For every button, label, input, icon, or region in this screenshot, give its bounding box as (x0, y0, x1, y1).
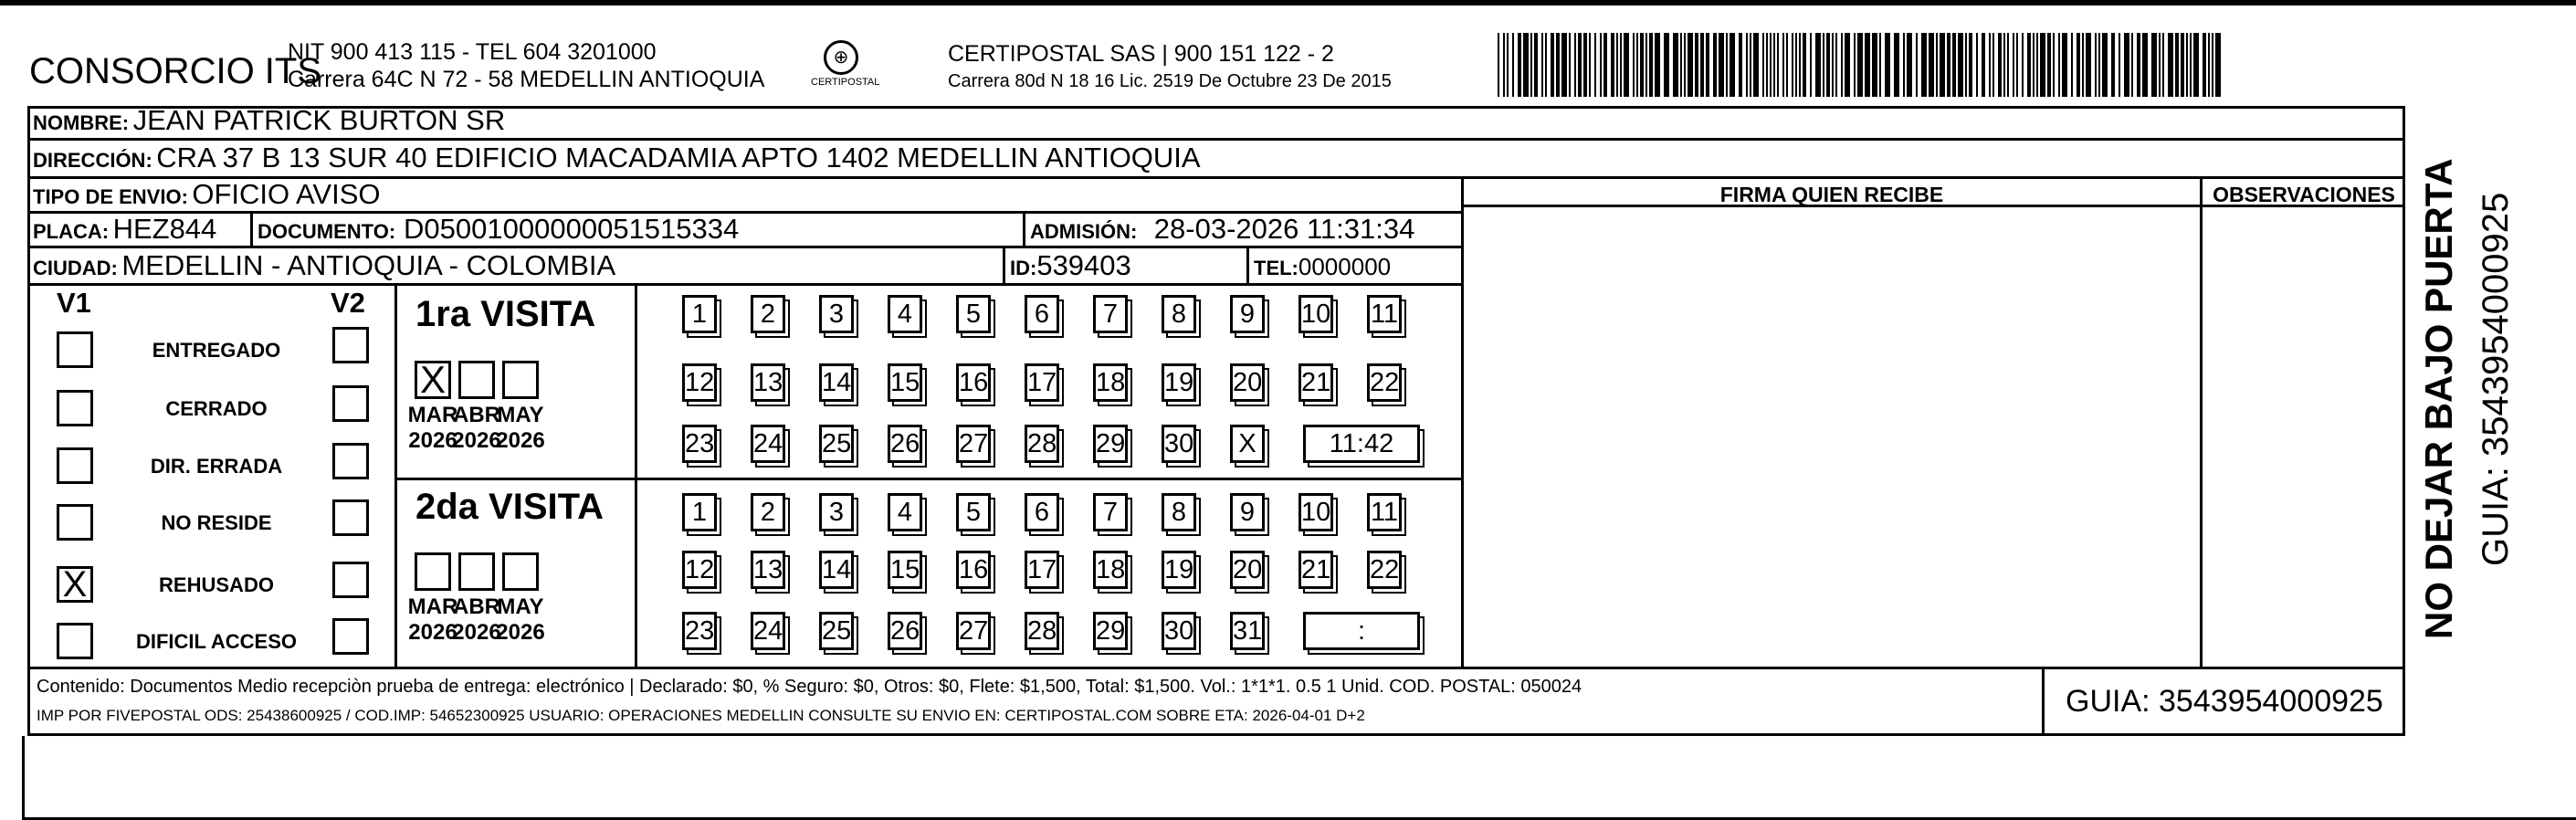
visit2-day-box[interactable]: 22 (1367, 551, 1402, 589)
barcode-bar (1746, 33, 1748, 97)
barcode-bar (2082, 33, 2084, 97)
reason-v2-checkbox[interactable] (332, 618, 369, 655)
barcode-bar (1750, 33, 1751, 97)
barcode-bar (2175, 33, 2179, 97)
visit2-day-box[interactable]: 17 (1025, 551, 1059, 589)
visit2-day-box[interactable]: 4 (888, 493, 922, 531)
barcode-bar (2040, 33, 2045, 97)
col-divider (250, 211, 253, 246)
visit2-day-box[interactable]: 7 (1093, 493, 1128, 531)
barcode-bar (1753, 33, 1759, 97)
barcode-bar (1815, 33, 1821, 97)
month-name: MAR (407, 403, 458, 427)
barcode-bar (1992, 33, 1994, 97)
barcode-bar (1835, 33, 1837, 97)
barcode-bar (1865, 33, 1870, 97)
barcode-bar (1530, 33, 1532, 97)
address-line: Carrera 64C N 72 - 58 MEDELLIN ANTIOQUIA (288, 67, 765, 92)
barcode-bar (1826, 33, 1830, 97)
visit1-day-box[interactable]: 8 (1162, 295, 1196, 333)
visit1-day-box[interactable]: 13 (751, 363, 785, 402)
barcode-bar (2013, 33, 2014, 97)
barcode-bar (2162, 33, 2164, 97)
barcode-bar (1989, 33, 1991, 97)
top-border (0, 0, 2576, 5)
barcode-bar (1872, 33, 1877, 97)
barcode-bar (1611, 33, 1614, 97)
barcode-bar (1936, 33, 1938, 97)
barcode-bar (1719, 33, 1724, 97)
reason-v2-checkbox[interactable] (332, 499, 369, 536)
placa-value: HEZ844 (112, 213, 217, 245)
visit1-day-box[interactable]: 15 (888, 363, 922, 402)
visit1-day-box[interactable]: 28 (1025, 425, 1059, 463)
barcode-bar (1512, 33, 1514, 97)
visit2-day-box[interactable]: 30 (1162, 612, 1196, 650)
barcode-bar (2186, 33, 2188, 97)
visit2-day-box[interactable]: : (1303, 612, 1420, 650)
reason-v2-checkbox[interactable] (332, 562, 369, 598)
side-warning: NO DEJAR BAJO PUERTA (2417, 158, 2460, 639)
visit1-day-box[interactable]: 12 (682, 363, 717, 402)
barcode-bar (1655, 33, 1660, 97)
barcode-bar (1940, 33, 1945, 97)
visit1-day-box[interactable]: 1 (682, 295, 717, 333)
barcode-bar (1706, 33, 1709, 97)
visit1-day-box[interactable]: 3 (819, 295, 854, 333)
visit2-day-box[interactable]: 5 (956, 493, 991, 531)
barcode-bar (1832, 33, 1834, 97)
observaciones-header: OBSERVACIONES (2213, 183, 2395, 206)
visit2-day-box[interactable]: 16 (956, 551, 991, 589)
company-info (288, 38, 764, 93)
month-name: ABR (453, 594, 500, 619)
col-divider (394, 283, 397, 667)
barcode-bar (1969, 33, 1972, 97)
visit1-day-box[interactable]: 24 (751, 425, 785, 463)
row-divider (27, 176, 2405, 179)
barcode-bar (1782, 33, 1784, 97)
barcode-bar (1947, 33, 1950, 97)
row-divider (27, 283, 1464, 286)
barcode-bar (1649, 33, 1653, 97)
barcode-bar (1929, 33, 1934, 97)
certipostal-logo-icon: ⊕ (824, 40, 858, 75)
col-divider (2042, 667, 2045, 736)
visit2-day-box[interactable]: 12 (682, 551, 717, 589)
barcode-bar (1795, 33, 1797, 97)
visit2-day-box[interactable]: 18 (1093, 551, 1128, 589)
v2-label: V2 (331, 287, 365, 319)
nombre-field (33, 104, 505, 137)
placa-label: PLACA: (33, 220, 110, 243)
visit2-day-box[interactable]: 26 (888, 612, 922, 650)
visit1-day-box[interactable]: 16 (956, 363, 991, 402)
barcode-bar (1916, 33, 1918, 97)
visit2-day-box[interactable]: 6 (1025, 493, 1059, 531)
certipostal-info (948, 40, 1392, 95)
nit-line: NIT 900 413 115 - TEL 604 3201000 (288, 39, 657, 65)
barcode-bar (2062, 33, 2067, 97)
company-name: CONSORCIO ITS (29, 51, 322, 91)
signature-area[interactable] (1467, 208, 2197, 663)
barcode-bar (1589, 33, 1591, 97)
barcode-bar (1620, 33, 1622, 97)
barcode-bar (2111, 33, 2115, 97)
barcode-bar (1518, 33, 1521, 97)
visit1-day-box[interactable]: 22 (1367, 363, 1402, 402)
barcode-bar (1894, 33, 1899, 97)
visit2-day-box[interactable]: 10 (1299, 493, 1333, 531)
documento-value: D05001000000051515334 (404, 213, 740, 245)
tel-value: 0000000 (1298, 253, 1392, 280)
footer-content: Contenido: Documentos Medio recepciòn prueba de entrega: electrónico | Declarado: $0, % Seguro: $0, Otros: $0, Flete: $1,500, Total: $1,500. Vol.: 1*1*1. 0.5 1 Unid. COD. POSTAL: 050024 (37, 677, 1582, 697)
nombre-value: JEAN PATRICK BURTON SR (132, 104, 506, 136)
side-guia: GUIA: 3543954000925 (2476, 192, 2516, 566)
barcode-bar (1770, 33, 1772, 97)
admision-label: ADMISIÓN: (1030, 220, 1138, 243)
barcode-bar (1688, 33, 1693, 97)
barcode-bar (2208, 33, 2210, 97)
id-field (1010, 249, 1131, 282)
barcode-bar (1645, 33, 1647, 97)
month-year: 2026 (452, 428, 501, 453)
barcode-bar (2033, 33, 2035, 97)
barcode-bar (2215, 33, 2221, 97)
visit1-day-box[interactable]: 26 (888, 425, 922, 463)
visit1-day-box[interactable]: 5 (956, 295, 991, 333)
barcode-bar (1952, 33, 1956, 97)
reason-v2-checkbox[interactable] (332, 443, 369, 479)
barcode-bar (1792, 33, 1793, 97)
tipo-envio-label: TIPO DE ENVIO: (33, 185, 188, 208)
col-divider (2200, 176, 2203, 667)
month-year: 2026 (496, 428, 545, 453)
barcode-bar (1730, 33, 1735, 97)
barcode-bar (1507, 33, 1509, 97)
visit1-day-box[interactable]: 19 (1162, 363, 1196, 402)
documento-label: DOCUMENTO: (258, 220, 396, 243)
barcode-bar (1739, 33, 1742, 97)
visit2-day-box[interactable]: 2 (751, 493, 785, 531)
month-year: 2026 (408, 428, 457, 453)
month-year: 2026 (408, 620, 457, 645)
barcode-bar (2181, 33, 2184, 97)
barcode-bar (1803, 33, 1806, 97)
visit1-month-checkbox[interactable] (502, 361, 539, 399)
barcode-bar (1616, 33, 1618, 97)
logo-caption: CERTIPOSTAL (811, 77, 880, 88)
barcode-bar (2095, 33, 2097, 97)
visit2-day-box[interactable]: 27 (956, 612, 991, 650)
barcode-bar (1594, 33, 1596, 97)
visit2-day-box[interactable]: 11 (1367, 493, 1402, 531)
guia-number: GUIA: 3543954000925 (2066, 684, 2383, 719)
barcode-bar (1762, 33, 1764, 97)
month-name: MAR (407, 594, 458, 619)
barcode-bar (2007, 33, 2009, 97)
barcode-bar (1879, 33, 1881, 97)
visit1-title: 1ra VISITA (415, 294, 596, 334)
barcode-bar (2137, 33, 2140, 97)
barcode-bar (2016, 33, 2018, 97)
barcode-bar (1810, 33, 1812, 97)
id-label: ID: (1010, 257, 1037, 279)
certi-line1: CERTIPOSTAL SAS | 900 151 122 - 2 (948, 41, 1334, 67)
ciudad-field (33, 249, 615, 282)
visit2-month-checkbox[interactable] (415, 552, 451, 591)
visit2-day-box[interactable]: 29 (1093, 612, 1128, 650)
barcode-bar (1503, 33, 1505, 97)
visit2-day-box[interactable]: 21 (1299, 551, 1333, 589)
barcode-bar (1664, 33, 1669, 97)
barcode-bar (1841, 33, 1843, 97)
barcode-bar (1885, 33, 1890, 97)
reason-label: ENTREGADO (152, 339, 281, 362)
visit2-month-label (493, 594, 548, 646)
barcode-bar (1633, 33, 1635, 97)
barcode-bar (1766, 33, 1768, 97)
barcode-bar (1726, 33, 1728, 97)
visit1-day-box[interactable]: 6 (1025, 295, 1059, 333)
visit1-day-box[interactable]: 20 (1230, 363, 1265, 402)
barcode-bar (2036, 33, 2038, 97)
barcode-bar (2098, 33, 2100, 97)
barcode-bar (1976, 33, 1978, 97)
barcode-bar (1713, 33, 1717, 97)
barcode-bar (2168, 33, 2173, 97)
barcode-bar (1523, 33, 1529, 97)
visit2-day-box[interactable]: 13 (751, 551, 785, 589)
month-name: MAY (497, 594, 544, 619)
barcode-bar (1574, 33, 1576, 97)
reason-v1-checkbox[interactable]: X (57, 566, 93, 603)
barcode-bar (2003, 33, 2005, 97)
visit1-day-box[interactable]: 30 (1162, 425, 1196, 463)
barcode-bar (2151, 33, 2157, 97)
barcode-bar (1534, 33, 1538, 97)
barcode-bar (2102, 33, 2108, 97)
visit1-month-label (493, 403, 548, 454)
visit2-day-box[interactable]: 31 (1230, 612, 1265, 650)
visit1-day-box[interactable]: 21 (1299, 363, 1333, 402)
reason-label: REHUSADO (159, 573, 274, 596)
col-divider (1023, 211, 1025, 246)
visit2-month-checkbox[interactable] (458, 552, 495, 591)
visit1-day-box[interactable]: 7 (1093, 295, 1128, 333)
barcode-bar (2124, 33, 2129, 97)
visit1-day-box[interactable]: 14 (819, 363, 854, 402)
barcode-bar (2159, 33, 2161, 97)
reason-v1-checkbox[interactable] (57, 390, 93, 426)
visit2-day-box[interactable]: 23 (682, 612, 717, 650)
barcode-bar (2086, 33, 2091, 97)
barcode-bar (1958, 33, 1963, 97)
barcode-bar (1700, 33, 1704, 97)
barcode-bar (1777, 33, 1779, 97)
col-divider (1246, 246, 1249, 283)
visit1-day-box[interactable]: 2 (751, 295, 785, 333)
visit1-day-box[interactable]: 17 (1025, 363, 1059, 402)
barcode-bar (1578, 33, 1582, 97)
barcode-bar (1854, 33, 1856, 97)
barcode-bar (2053, 33, 2055, 97)
tipo-envio-value: OFICIO AVISO (192, 178, 381, 210)
reason-v1-checkbox[interactable] (57, 331, 93, 368)
visit1-day-box[interactable]: 9 (1230, 295, 1265, 333)
visit1-day-box[interactable]: 11 (1367, 295, 1402, 333)
visit1-day-box[interactable]: 23 (682, 425, 717, 463)
ciudad-value: MEDELLIN - ANTIOQUIA - COLOMBIA (121, 249, 616, 281)
bottom-left-border (22, 736, 25, 820)
barcode-bar (2212, 33, 2213, 97)
col-divider (1003, 246, 1005, 283)
reason-v2-checkbox[interactable] (332, 327, 369, 363)
barcode-bar (1823, 33, 1824, 97)
admision-value: 28-03-2026 11:31:34 (1153, 213, 1415, 245)
visit2-day-box[interactable]: 25 (819, 612, 854, 650)
barcode-bar (1673, 33, 1678, 97)
direccion-value: CRA 37 B 13 SUR 40 EDIFICIO MACADAMIA APTO 1402 MEDELLIN ANTIOQUIA (156, 142, 1201, 173)
ciudad-label: CIUDAD: (33, 257, 118, 279)
barcode (1498, 33, 2228, 97)
visit1-day-box[interactable]: 18 (1093, 363, 1128, 402)
visit2-day-box[interactable]: 9 (1230, 493, 1265, 531)
barcode-bar (2071, 33, 2073, 97)
col-divider (635, 283, 637, 667)
visit2-day-box[interactable]: 24 (751, 612, 785, 650)
visit2-day-box[interactable]: 1 (682, 493, 717, 531)
nombre-label: NOMBRE: (33, 111, 130, 134)
observaciones-area[interactable] (2205, 208, 2403, 663)
visit1-day-box[interactable]: 4 (888, 295, 922, 333)
barcode-bar (1907, 33, 1912, 97)
barcode-bar (1857, 33, 1863, 97)
visit2-day-box[interactable]: 3 (819, 493, 854, 531)
reason-label: NO RESIDE (161, 511, 272, 534)
row-divider (27, 667, 2405, 669)
reason-label: DIR. ERRADA (150, 455, 283, 478)
barcode-bar (2119, 33, 2120, 97)
barcode-bar (1921, 33, 1927, 97)
barcode-bar (1982, 33, 1985, 97)
barcode-bar (2077, 33, 2080, 97)
reason-label: DIFICIL ACCESO (135, 630, 297, 653)
visit2-day-box[interactable]: 8 (1162, 493, 1196, 531)
barcode-bar (1773, 33, 1775, 97)
barcode-bar (1965, 33, 1967, 97)
direccion-field (33, 142, 1201, 174)
certi-line2: Carrera 80d N 18 16 Lic. 2519 De Octubre 23 De 2015 (948, 71, 1392, 91)
barcode-bar (1600, 33, 1602, 97)
barcode-bar (1556, 33, 1560, 97)
visit1-day-box[interactable]: 25 (819, 425, 854, 463)
v1-label: V1 (57, 287, 91, 319)
barcode-bar (1541, 33, 1543, 97)
barcode-bar (2190, 33, 2192, 97)
month-year: 2026 (452, 620, 501, 645)
barcode-bar (1624, 33, 1629, 97)
barcode-bar (1498, 33, 1499, 97)
barcode-bar (1640, 33, 1644, 97)
barcode-bar (1636, 33, 1638, 97)
visit1-day-box[interactable]: 27 (956, 425, 991, 463)
month-name: MAY (497, 403, 544, 427)
reason-label: CERRADO (165, 397, 268, 420)
reason-v1-checkbox[interactable] (57, 623, 93, 659)
admision-field (1030, 213, 1414, 246)
row-divider (27, 138, 2405, 141)
tel-field (1254, 253, 1391, 281)
direccion-label: DIRECCIÓN: (33, 149, 152, 172)
visit2-day-box[interactable]: 28 (1025, 612, 1059, 650)
barcode-bar (2193, 33, 2199, 97)
barcode-bar (1799, 33, 1801, 97)
barcode-bar (1569, 33, 1571, 97)
reason-v2-checkbox[interactable] (332, 385, 369, 422)
barcode-bar (2058, 33, 2060, 97)
tel-label: TEL: (1254, 257, 1299, 279)
month-name: ABR (453, 403, 500, 427)
barcode-bar (1684, 33, 1686, 97)
barcode-bar (1561, 33, 1567, 97)
visit1-day-box[interactable]: 11:42 (1303, 425, 1420, 463)
visit2-day-box[interactable]: 15 (888, 551, 922, 589)
visit1-day-box[interactable]: 10 (1299, 295, 1333, 333)
reason-v1-checkbox[interactable] (57, 447, 93, 484)
placa-field (33, 213, 216, 246)
visit2-day-box[interactable]: 20 (1230, 551, 1265, 589)
barcode-bar (2022, 33, 2024, 97)
visit1-day-box[interactable]: 29 (1093, 425, 1128, 463)
barcode-bar (1545, 33, 1547, 97)
barcode-bar (1603, 33, 1607, 97)
footer-imp: IMP POR FIVEPOSTAL ODS: 25438600925 / COD.IMP: 54652300925 USUARIO: OPERACIONES MEDELLIN CONSULTE SU ENVIO EN: CERTIPOSTAL.COM SOBRE ETA: 2026-04-01 D+2 (37, 707, 1365, 724)
visit2-day-box[interactable]: 19 (1162, 551, 1196, 589)
reason-v1-checkbox[interactable] (57, 504, 93, 541)
barcode-bar (1845, 33, 1850, 97)
documento-field (258, 213, 739, 246)
visit1-month-checkbox[interactable]: X (415, 361, 451, 399)
barcode-bar (1583, 33, 1587, 97)
barcode-bar (2142, 33, 2148, 97)
barcode-bar (1903, 33, 1905, 97)
barcode-bar (1551, 33, 1554, 97)
col-divider (1461, 176, 1464, 667)
tipo-envio-field (33, 178, 381, 211)
visit2-month-checkbox[interactable] (502, 552, 539, 591)
id-value: 539403 (1036, 249, 1131, 281)
barcode-bar (2203, 33, 2206, 97)
firma-header: FIRMA QUIEN RECIBE (1719, 183, 1944, 206)
barcode-bar (2027, 33, 2031, 97)
visit-divider (394, 478, 1461, 480)
barcode-bar (1998, 33, 2002, 97)
barcode-bar (1786, 33, 1788, 97)
barcode-bar (2131, 33, 2133, 97)
barcode-bar (2047, 33, 2051, 97)
month-year: 2026 (496, 620, 545, 645)
barcode-bar (1695, 33, 1698, 97)
visit2-day-box[interactable]: 14 (819, 551, 854, 589)
barcode-bar (1680, 33, 1682, 97)
visit1-month-checkbox[interactable] (458, 361, 495, 399)
visit1-day-box[interactable]: X (1230, 425, 1265, 463)
visit2-title: 2da VISITA (415, 487, 604, 527)
